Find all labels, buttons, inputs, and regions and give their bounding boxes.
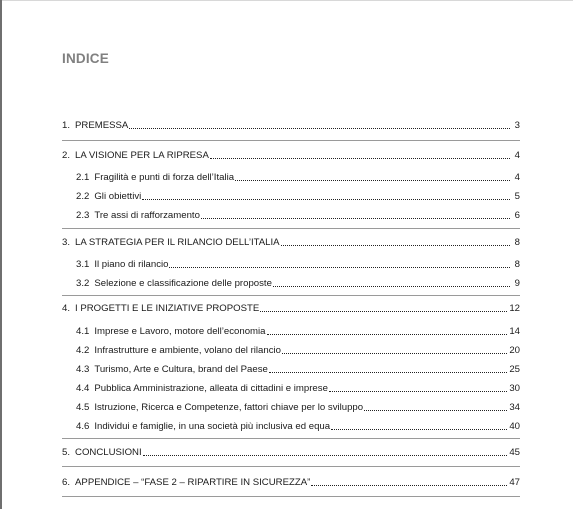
toc-entry-number: 4.1 [76,326,90,337]
toc-entry-1[interactable] [62,118,520,132]
toc-entry-page: 14 [509,326,520,337]
toc-entry-number: 1. [62,120,71,131]
toc-entry-number: 4.5 [76,402,90,413]
dot-leader [269,371,508,373]
toc-entry-number: 4.2 [76,345,90,356]
toc-entry-page: 6 [514,210,520,221]
toc-entry-2-2[interactable] [76,189,520,203]
toc-entry-label: Selezione e classificazione delle proposte [94,278,272,289]
toc-entry-number: 4. [62,303,71,314]
toc-entry-page: 25 [509,364,520,375]
section-divider [62,140,520,141]
toc-entry-page: 9 [514,278,520,289]
toc-entry-3[interactable] [62,235,520,249]
toc-entry-4-2[interactable] [76,343,520,357]
toc-entry-label: CONCLUSIONI [75,447,142,458]
toc-entry-label: Il piano di rilancio [94,259,169,270]
toc-entry-number: 2. [62,150,71,161]
dot-leader [282,352,507,354]
toc-entry-6[interactable] [62,475,520,489]
dot-leader [267,333,508,335]
toc-entry-4-6[interactable] [76,419,520,433]
dot-leader [311,484,507,486]
toc-entry-label: Istruzione, Ricerca e Competenze, fattori chiave per lo sviluppo [94,402,364,413]
dot-leader [235,179,510,181]
toc-entry-page: 5 [514,191,520,202]
toc-entry-page: 34 [509,402,520,413]
dot-leader [169,266,510,268]
section-divider [62,295,520,296]
toc-entry-4-3[interactable] [76,362,520,376]
toc-entry-page: 12 [509,303,520,314]
toc-entry-label: PREMESSA [75,120,129,131]
toc-entry-number: 3. [62,237,71,248]
toc-entry-page: 40 [509,421,520,432]
toc-entry-label: LA STRATEGIA PER IL RILANCIO DELL’ITALIA [75,237,280,248]
toc-entry-number: 4.6 [76,421,90,432]
dot-leader [364,409,507,411]
toc-entry-number: 2.3 [76,210,90,221]
dot-leader [142,198,510,200]
toc-entry-number: 5. [62,447,71,458]
toc-entry-number: 2.2 [76,191,90,202]
toc-entry-3-2[interactable] [76,276,520,290]
toc-entry-page: 45 [509,447,520,458]
toc-entry-page: 30 [509,383,520,394]
toc-entry-label: I PROGETTI E LE INIZIATIVE PROPOSTE [75,303,260,314]
dot-leader [281,244,510,246]
dot-leader [210,157,510,159]
toc-entry-2-3[interactable] [76,208,520,222]
toc-entry-2[interactable] [62,148,520,162]
section-divider [62,496,520,497]
dot-leader [129,127,510,129]
toc-entry-label: Pubblica Amministrazione, alleata di cittadini e imprese [94,383,328,394]
dot-leader [260,310,507,312]
toc-entry-label: Turismo, Arte e Cultura, brand del Paese [94,364,268,375]
toc-entry-label: Tre assi di rafforzamento [94,210,200,221]
toc-entry-label: Imprese e Lavoro, motore dell’economia [94,326,266,337]
toc-entry-4[interactable] [62,301,520,315]
toc-entry-label: LA VISIONE PER LA RIPRESA [75,150,209,161]
toc-entry-page: 4 [514,172,520,183]
dot-leader [273,285,510,287]
toc-entry-number: 4.3 [76,364,90,375]
toc-title: INDICE [62,51,109,66]
toc-entry-label: Fragilità e punti di forza dell’Italia [94,172,235,183]
toc-entry-5[interactable] [62,445,520,459]
toc-entry-number: 6. [62,477,71,488]
toc-entry-label: Gli obiettivi [94,191,142,202]
section-divider [62,466,520,467]
toc-entry-number: 3.1 [76,259,90,270]
toc-entry-label: Individui e famiglie, in una società più inclusiva ed equa [94,421,331,432]
toc-entry-page: 8 [514,237,520,248]
toc-entry-page: 20 [509,345,520,356]
dot-leader [201,217,510,219]
toc-entry-number: 4.4 [76,383,90,394]
toc-entry-page: 8 [514,259,520,270]
toc-entry-3-1[interactable] [76,257,520,271]
toc-entry-number: 2.1 [76,172,90,183]
toc-entry-label: APPENDICE – “FASE 2 – RIPARTIRE IN SICUREZZA” [75,477,311,488]
dot-leader [329,390,507,392]
toc-entry-number: 3.2 [76,278,90,289]
toc-entry-4-5[interactable] [76,400,520,414]
dot-leader [331,428,507,430]
toc-entry-page: 4 [514,150,520,161]
toc-entry-4-4[interactable] [76,381,520,395]
toc-entry-label: Infrastrutture e ambiente, volano del rilancio [94,345,281,356]
toc-entry-2-1[interactable] [76,170,520,184]
section-divider [62,228,520,229]
toc-entry-page: 47 [509,477,520,488]
toc-entry-page: 3 [514,120,520,131]
section-divider [62,438,520,439]
dot-leader [143,454,508,456]
toc-entry-4-1[interactable] [76,324,520,338]
